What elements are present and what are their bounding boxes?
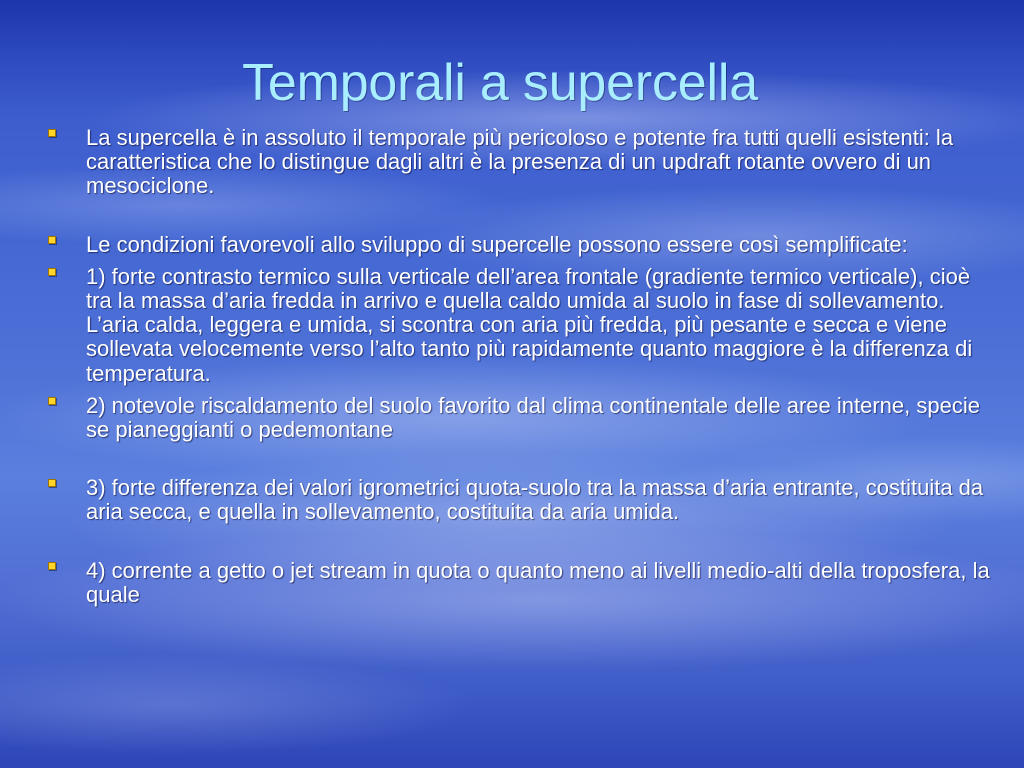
bullet-item-supercella	[47, 126, 992, 199]
square-bullet-icon	[48, 397, 56, 405]
bullet-text: 4) corrente a getto o jet stream in quota o quanto meno ai livelli medio-alti della troposfera, la quale	[86, 557, 990, 607]
bullet-text: Le condizioni favorevoli allo sviluppo di supercelle possono essere così semplificate:	[86, 231, 908, 257]
bullet-text: 3) forte differenza dei valori igrometrici quota-suolo tra la massa d’aria entrante, costituita da aria secca, e quella in sollevamento, costituita da aria umida.	[86, 475, 984, 525]
bullet-list	[47, 126, 992, 607]
square-bullet-icon	[48, 562, 56, 570]
square-bullet-icon	[48, 129, 56, 137]
bullet-item-differenza-igrometrica	[47, 476, 992, 524]
square-bullet-icon	[48, 268, 56, 276]
bullet-item-contrasto-termico	[47, 265, 992, 386]
bullet-text: La supercella è in assoluto il temporale più pericoloso e potente fra tutti quelli esistenti: la caratteristica che lo distingue dagli altri è la presenza di un updraft rotante ovvero di un mesociclone.	[86, 125, 954, 199]
bullet-text: 2) notevole riscaldamento del suolo favorito dal clima continentale delle aree interne, specie se pianeggianti o pedemontane	[86, 392, 980, 443]
bullet-text: 1) forte contrasto termico sulla verticale dell’area frontale (gradiente termico verticale), cioè tra la massa d’aria fredda in arrivo e quella caldo umida al suolo in fase di sollevamento. L’aria calda, leggera e umida, si scontra con aria più fredda, più pesante e secca e viene sollevata velocemente verso l’alto tanto più rapidamente quanto maggiore è la differenza di temperatura.	[86, 263, 973, 386]
bullet-item-condizioni	[47, 233, 992, 257]
square-bullet-icon	[48, 479, 56, 487]
slide-title: Temporali a supercella	[242, 53, 758, 112]
bullet-item-riscaldamento-suolo	[47, 394, 992, 442]
square-bullet-icon	[48, 236, 56, 244]
bullet-item-jet-stream	[47, 559, 992, 607]
